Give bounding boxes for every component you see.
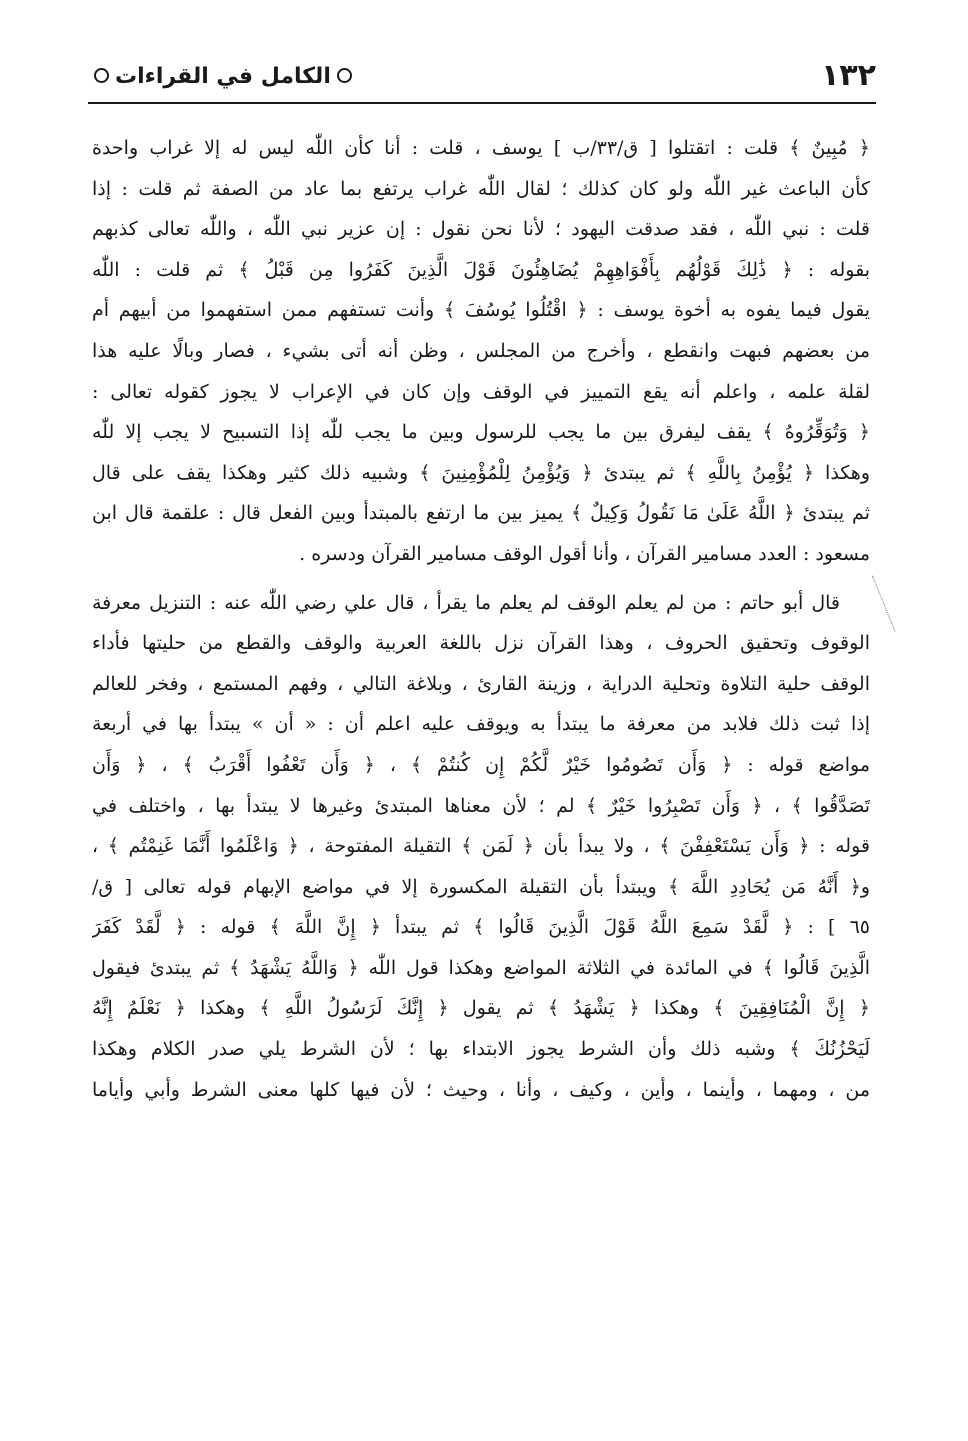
text-line: ٦٥ ] : ﴿ لَّقَدْ سَمِعَ اللَّهُ قَوْلَ الَّذِينَ قَالُوا ﴾ ثم يبتدأ ﴿ إِنَّ اللَّهَ ﴾ قوله : ﴿ لَّقَدْ كَفَرَ [92,916,870,939]
paragraph [92,128,870,575]
text-line: ﴿ مُبِينٌ ﴾ قلت : اتقتلوا [ ق/٣٣/ب ] يوسف ، قلت : أنا كأن اللّٰه ليس له إلا غراب واحدة [92,137,870,159]
text-line: وهكذا ﴿ يُؤْمِنُ بِاللَّهِ ﴾ ثم يبتدئ ﴿ وَيُؤْمِنُ لِلْمُؤْمِنِينَ ﴾ وشبيه ذلك كثير وهكذا يقف على قال [92,461,870,484]
text-line: و﴿ أَنَّهُ مَن يُحَادِدِ اللَّهَ ﴾ ويبتدأ بأن التقيلة المكسورة إلا في مواضع الإبهام قوله تعالى [ ق/ [92,875,870,898]
text-line: بقوله : ﴿ ذَٰلِكَ قَوْلُهُم بِأَفْوَاهِهِمْ يُضَاهِئُونَ قَوْلَ الَّذِينَ كَفَرُوا مِن قَبْلُ ﴾ ثم قلت : اللّٰه [92,258,870,281]
running-title-text: الكامل في القراءات [115,64,331,89]
text-line: قال أبو حاتم : من لم يعلم الوقف لم يعلم ما يقرأ ، قال علي رضي اللّٰه عنه : التنزيل معرفة [92,591,840,614]
text-line: الوقوف وتحقيق الحروف ، وهذا القرآن نزل باللغة العربية والوقف والقطع من حليتها فأداء [92,632,870,655]
page-number: ١٣٢ [821,58,876,93]
header-rule [88,102,876,104]
text-line: كأن الباعث غير اللّٰه ولو كان كذلك ؛ لقال اللّٰه غراب يرتفع بما عاد من الصفة ثم قلت : إذا [92,177,870,200]
text-line: إذا ثبت ذلك فلابد من معرفة ما يبتدأ به ويوقف عليه اعلم أن : « أن » يبتدأ بها في أربعة [92,713,870,736]
text-line: ﴿ إِنَّ الْمُنَافِقِينَ ﴾ وهكذا ﴿ يَشْهَدُ ﴾ ثم يقول ﴿ إِنَّكَ لَرَسُولُ اللَّهِ ﴾ وهكذا ﴿ نَعْلَمُ إِنَّهُ [92,997,870,1020]
circle-ornament-icon [94,68,109,83]
text-line: قوله : ﴿ وَأَن يَسْتَعْفِفْنَ ﴾ ، ولا يبدأ بأن ﴿ لَمَن ﴾ التقيلة المفتوحة ، ﴿ وَاعْلَمُوا أَنَّمَا غَنِمْتُم ﴾ ، [92,835,870,858]
text-line: من بعضهم فبهت وانقطع ، وأخرج من المجلس ، وظن أنه أتى بشيء ، فصار وبالًا عليه هذا [92,339,870,362]
text-line: يقول فيما يفوه به أخوة يوسف : ﴿ اقْتُلُوا يُوسُفَ ﴾ وأنت تستفهم ممن استفهموا من أبيهم أم [92,299,870,322]
circle-ornament-icon [337,68,352,83]
text-line: من ، ومهما ، وأينما ، وأين ، وكيف ، وأنا ، وحيث ؛ لأن فيها كلها معنى الشرط وأبي وأياما [92,1078,870,1101]
text-line: تَصَدَّقُوا ﴾ ، ﴿ وَأَن تَصْبِرُوا خَيْرٌ ﴾ لم ؛ لأن معناها المبتدئ وغيرها لا يبتدأ بها ، واختلف في [92,794,870,817]
text-line: ثم يبتدئ ﴿ اللَّهُ عَلَىٰ مَا نَقُولُ وَكِيلٌ ﴾ يميز بين ما ارتفع بالمبتدأ وبين الفعل قال : علقمة قال ابن [92,502,870,525]
text-line: لقلة علمه ، واعلم أنه يقع التمييز في الوقف وإن كان في الإعراب لا يجوز كقوله تعالى : [92,380,870,403]
text-line: الَّذِينَ قَالُوا ﴾ في المائدة في الثلاثة المواضع وهكذا قول اللّٰه ﴿ وَاللَّهُ يَشْهَدُ ﴾ ثم يبتدئ فيقول [92,956,870,979]
page-header [88,52,876,104]
text-line: ﴿ وَتُوَقِّرُوهُ ﴾ يقف ليفرق بين ما يجب للرسول وبين ما يجب للّٰه إذا التسبيح لا يجب إلا للّٰه [92,421,870,444]
running-title [88,64,358,89]
body-text [92,128,870,1110]
text-line: قلت : نبي اللّٰه ، فقد صدقت اليهود ؛ لأنا نحن نقول : إن عزير نبي اللّٰه ، واللّٰه تعالى كذبهم [92,218,870,241]
text-line: الوقف حلية التلاوة وتحلية الدراية ، وزينة القارئ ، وبلاغة التالي ، وفهم المستمع ، وفخر للعالم [92,672,870,695]
text-line: مسعود : العدد مسامير القرآن ، وأنا أقول الوقف مسامير القرآن ودسره . [299,542,870,565]
margin-mark [872,575,896,631]
text-line: مواضع قوله : ﴿ وَأَن تَصُومُوا خَيْرٌ لَّكُمْ إِن كُنتُمْ ﴾ ، ﴿ وَأَن تَعْفُوا أَقْرَبُ ﴾ ، ﴿ وَأَن [92,753,870,776]
paragraph [92,583,870,1111]
text-line: لَيَحْزُنُكَ ﴾ وشبه ذلك وأن الشرط يجوز الابتداء بها ؛ لأن الشرط يلي صدر الكلام وهكذا [92,1038,870,1061]
